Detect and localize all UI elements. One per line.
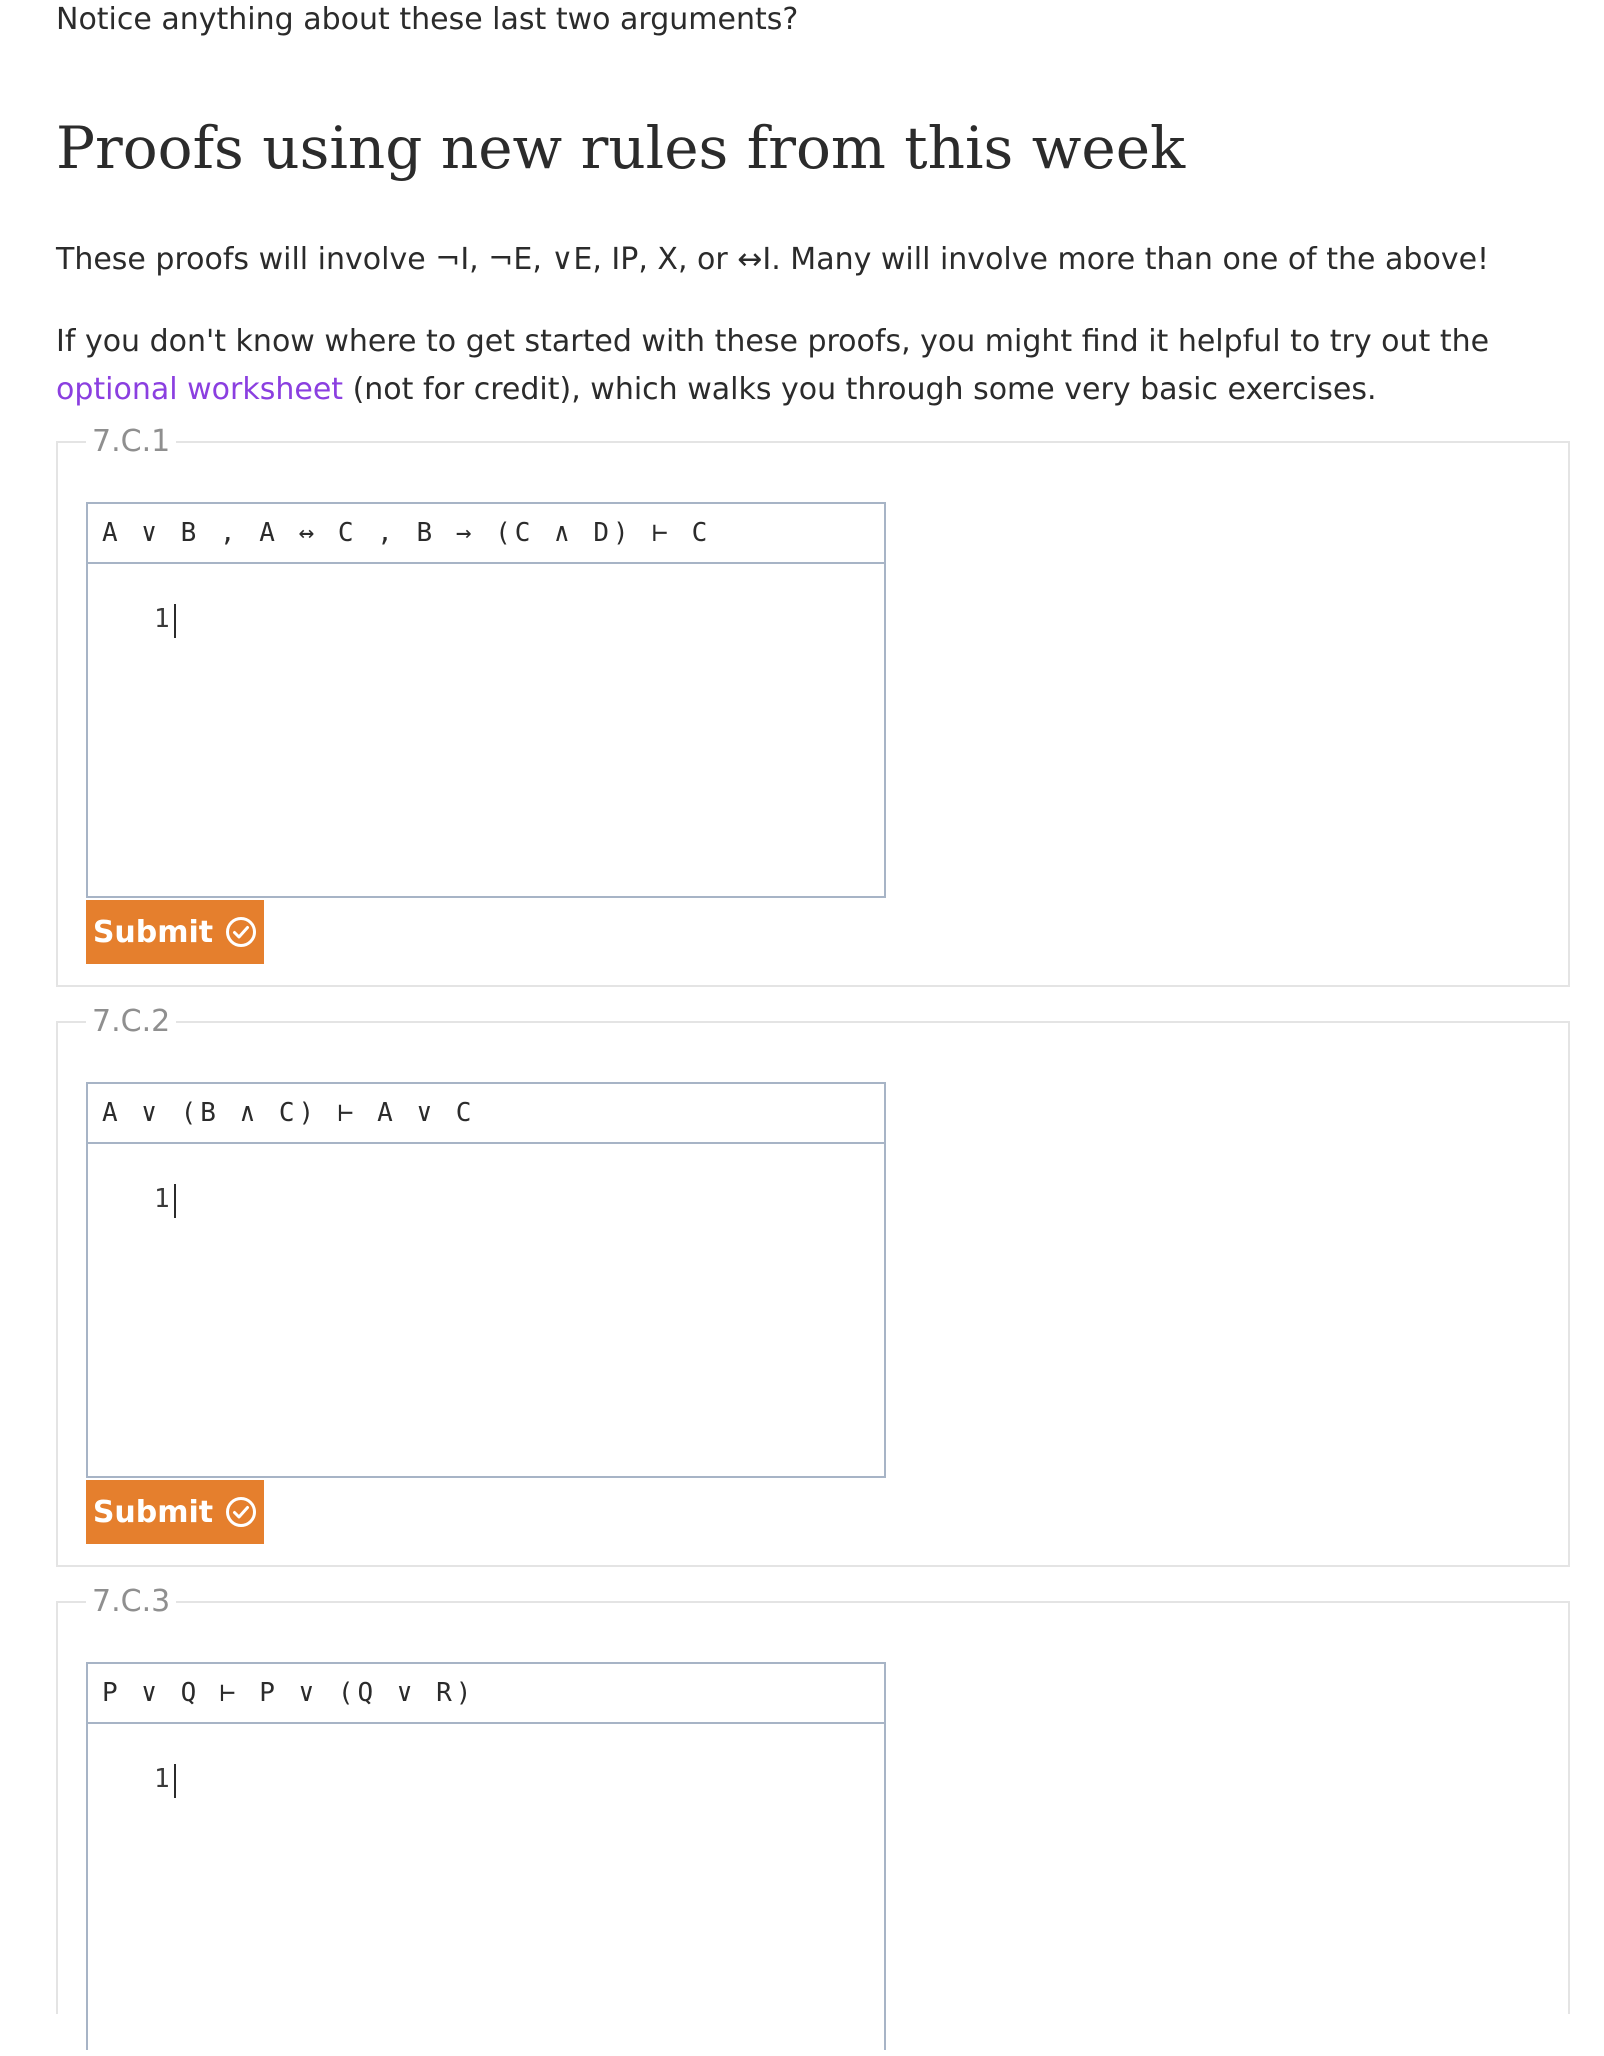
optional-worksheet-link[interactable]: optional worksheet: [56, 372, 344, 407]
section-heading: Proofs using new rules from this week: [56, 114, 1186, 182]
exercise-label: 7.C.3: [92, 1584, 171, 1619]
exercise-7c1: [56, 424, 1570, 987]
check-circle-icon: [225, 916, 257, 948]
worksheet-prefix: If you don't know where to get started with these proofs, you might find it helpful to try out the: [56, 324, 1490, 359]
submit-label: Submit: [92, 1494, 214, 1530]
proof-input-area[interactable]: [88, 1724, 884, 2056]
proof-input-area[interactable]: [88, 564, 884, 896]
check-circle-icon: [225, 1496, 257, 1528]
proof-editor[interactable]: [86, 1082, 886, 1478]
argument-premises: A ∨ (B ∧ C) ⊢ A ∨ C: [88, 1084, 884, 1144]
proof-editor[interactable]: [86, 1662, 886, 2050]
exercise-7c3: [56, 1584, 1570, 2014]
submit-button[interactable]: [86, 1480, 264, 1544]
proof-input-area[interactable]: [88, 1144, 884, 1476]
text-cursor: [174, 1184, 176, 1218]
worksheet-paragraph: [56, 318, 1570, 414]
worksheet-suffix: (not for credit), which walks you through some very basic exercises.: [343, 372, 1377, 407]
line-number: 1: [154, 1764, 170, 1794]
argument-premises: P ∨ Q ⊢ P ∨ (Q ∨ R): [88, 1664, 884, 1724]
proof-editor[interactable]: [86, 502, 886, 898]
exercise-label: 7.C.1: [92, 424, 171, 459]
argument-premises: A ∨ B , A ↔ C , B → (C ∧ D) ⊢ C: [88, 504, 884, 564]
exercise-7c2: [56, 1004, 1570, 1567]
submit-button[interactable]: [86, 900, 264, 964]
submit-label: Submit: [92, 914, 214, 950]
exercise-label: 7.C.2: [92, 1004, 171, 1039]
top-note: Notice anything about these last two arguments?: [56, 2, 799, 37]
text-cursor: [174, 1764, 176, 1798]
line-number: 1: [154, 604, 170, 634]
line-number: 1: [154, 1184, 170, 1214]
text-cursor: [174, 604, 176, 638]
intro-paragraph: These proofs will involve ¬I, ¬E, ∨E, IP, X, or ↔I. Many will involve more than one of the above!: [56, 242, 1490, 277]
